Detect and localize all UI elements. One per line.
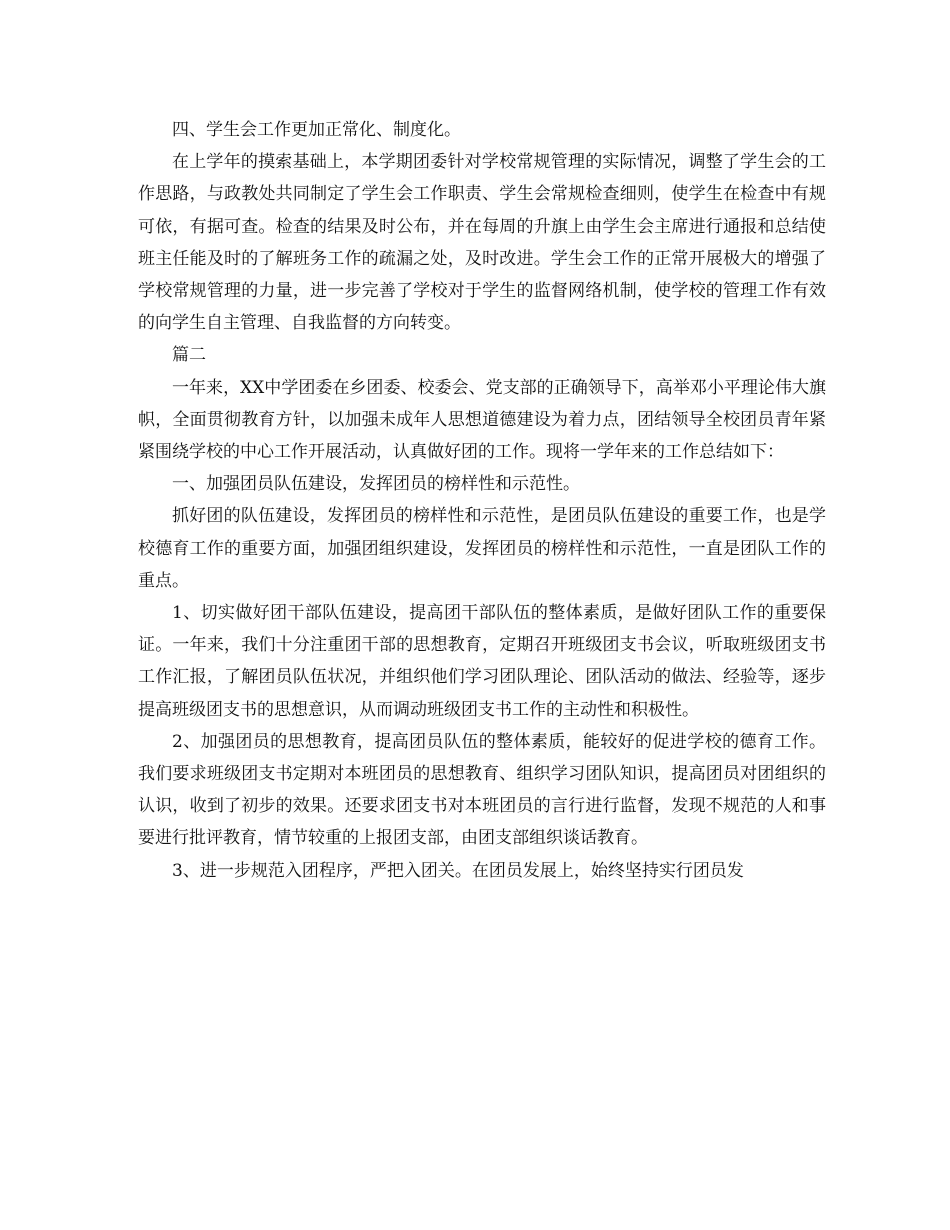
paragraph-item-2: 2、加强团员的思想教育，提高团员队伍的整体素质，能较好的促进学校的德育工作。我们要求班级团支书定期对本班团员的思想教育、组织学习团队知识，提高团员对团组织的认识，收到了初步的效果。还要求团支书对本班团员的言行进行监督，发现不规范的人和事要进行批评教育，情节较重的上报团支部，由团支部组织谈话教育。 [138, 731, 826, 849]
section-heading-part-two: 篇二 [172, 345, 206, 366]
paragraph-item-3: 3、进一步规范入团程序，严把入团关。在团员发展上，始终坚持实行团员发 [172, 860, 744, 881]
document-page [138, 114, 826, 887]
section-heading-team-building: 一、加强团员队伍建设，发挥团员的榜样性和示范性。 [172, 474, 580, 495]
paragraph-team-building: 抓好团的队伍建设，发挥团员的榜样性和示范性，是团员队伍建设的重要工作，也是学校德育工作的重要方面，加强团组织建设，发挥团员的榜样性和示范性，一直是团队工作的重点。 [138, 506, 826, 591]
paragraph-intro: 一年来，XX中学团委在乡团委、校委会、党支部的正确领导下，高举邓小平理论伟大旗帜，全面贯彻教育方针，以加强未成年人思想道德建设为着力点，团结领导全校团员青年紧紧围绕学校的中心工作开展活动，认真做好团的工作。现将一学年来的工作总结如下： [138, 377, 826, 463]
paragraph-item-1: 1、切实做好团干部队伍建设，提高团干部队伍的整体素质，是做好团队工作的重要保证。一年来，我们十分注重团干部的思想教育，定期召开班级团支书会议，听取班级团支书工作汇报，了解团员队伍状况，并组织他们学习团队理论、团队活动的做法、经验等，逐步提高班级团支书的思想意识，从而调动班级团支书工作的主动性和积极性。 [138, 603, 826, 720]
paragraph-student-union: 在上学年的摸索基础上，本学期团委针对学校常规管理的实际情况，调整了学生会的工作思路，与政教处共同制定了学生会工作职责、学生会常规检查细则，使学生在检查中有规可依，有据可查。检查的结果及时公布，并在每周的升旗上由学生会主席进行通报和总结使班主任能及时的了解班务工作的疏漏之处，及时改进。学生会工作的正常开展极大的增强了学校常规管理的力量，进一步完善了学校对于学生的监督网络机制，使学校的管理工作有效的向学生自主管理、自我监督的方向转变。 [138, 152, 826, 334]
section-heading-student-union: 四、学生会工作更加正常化、制度化。 [172, 120, 461, 140]
